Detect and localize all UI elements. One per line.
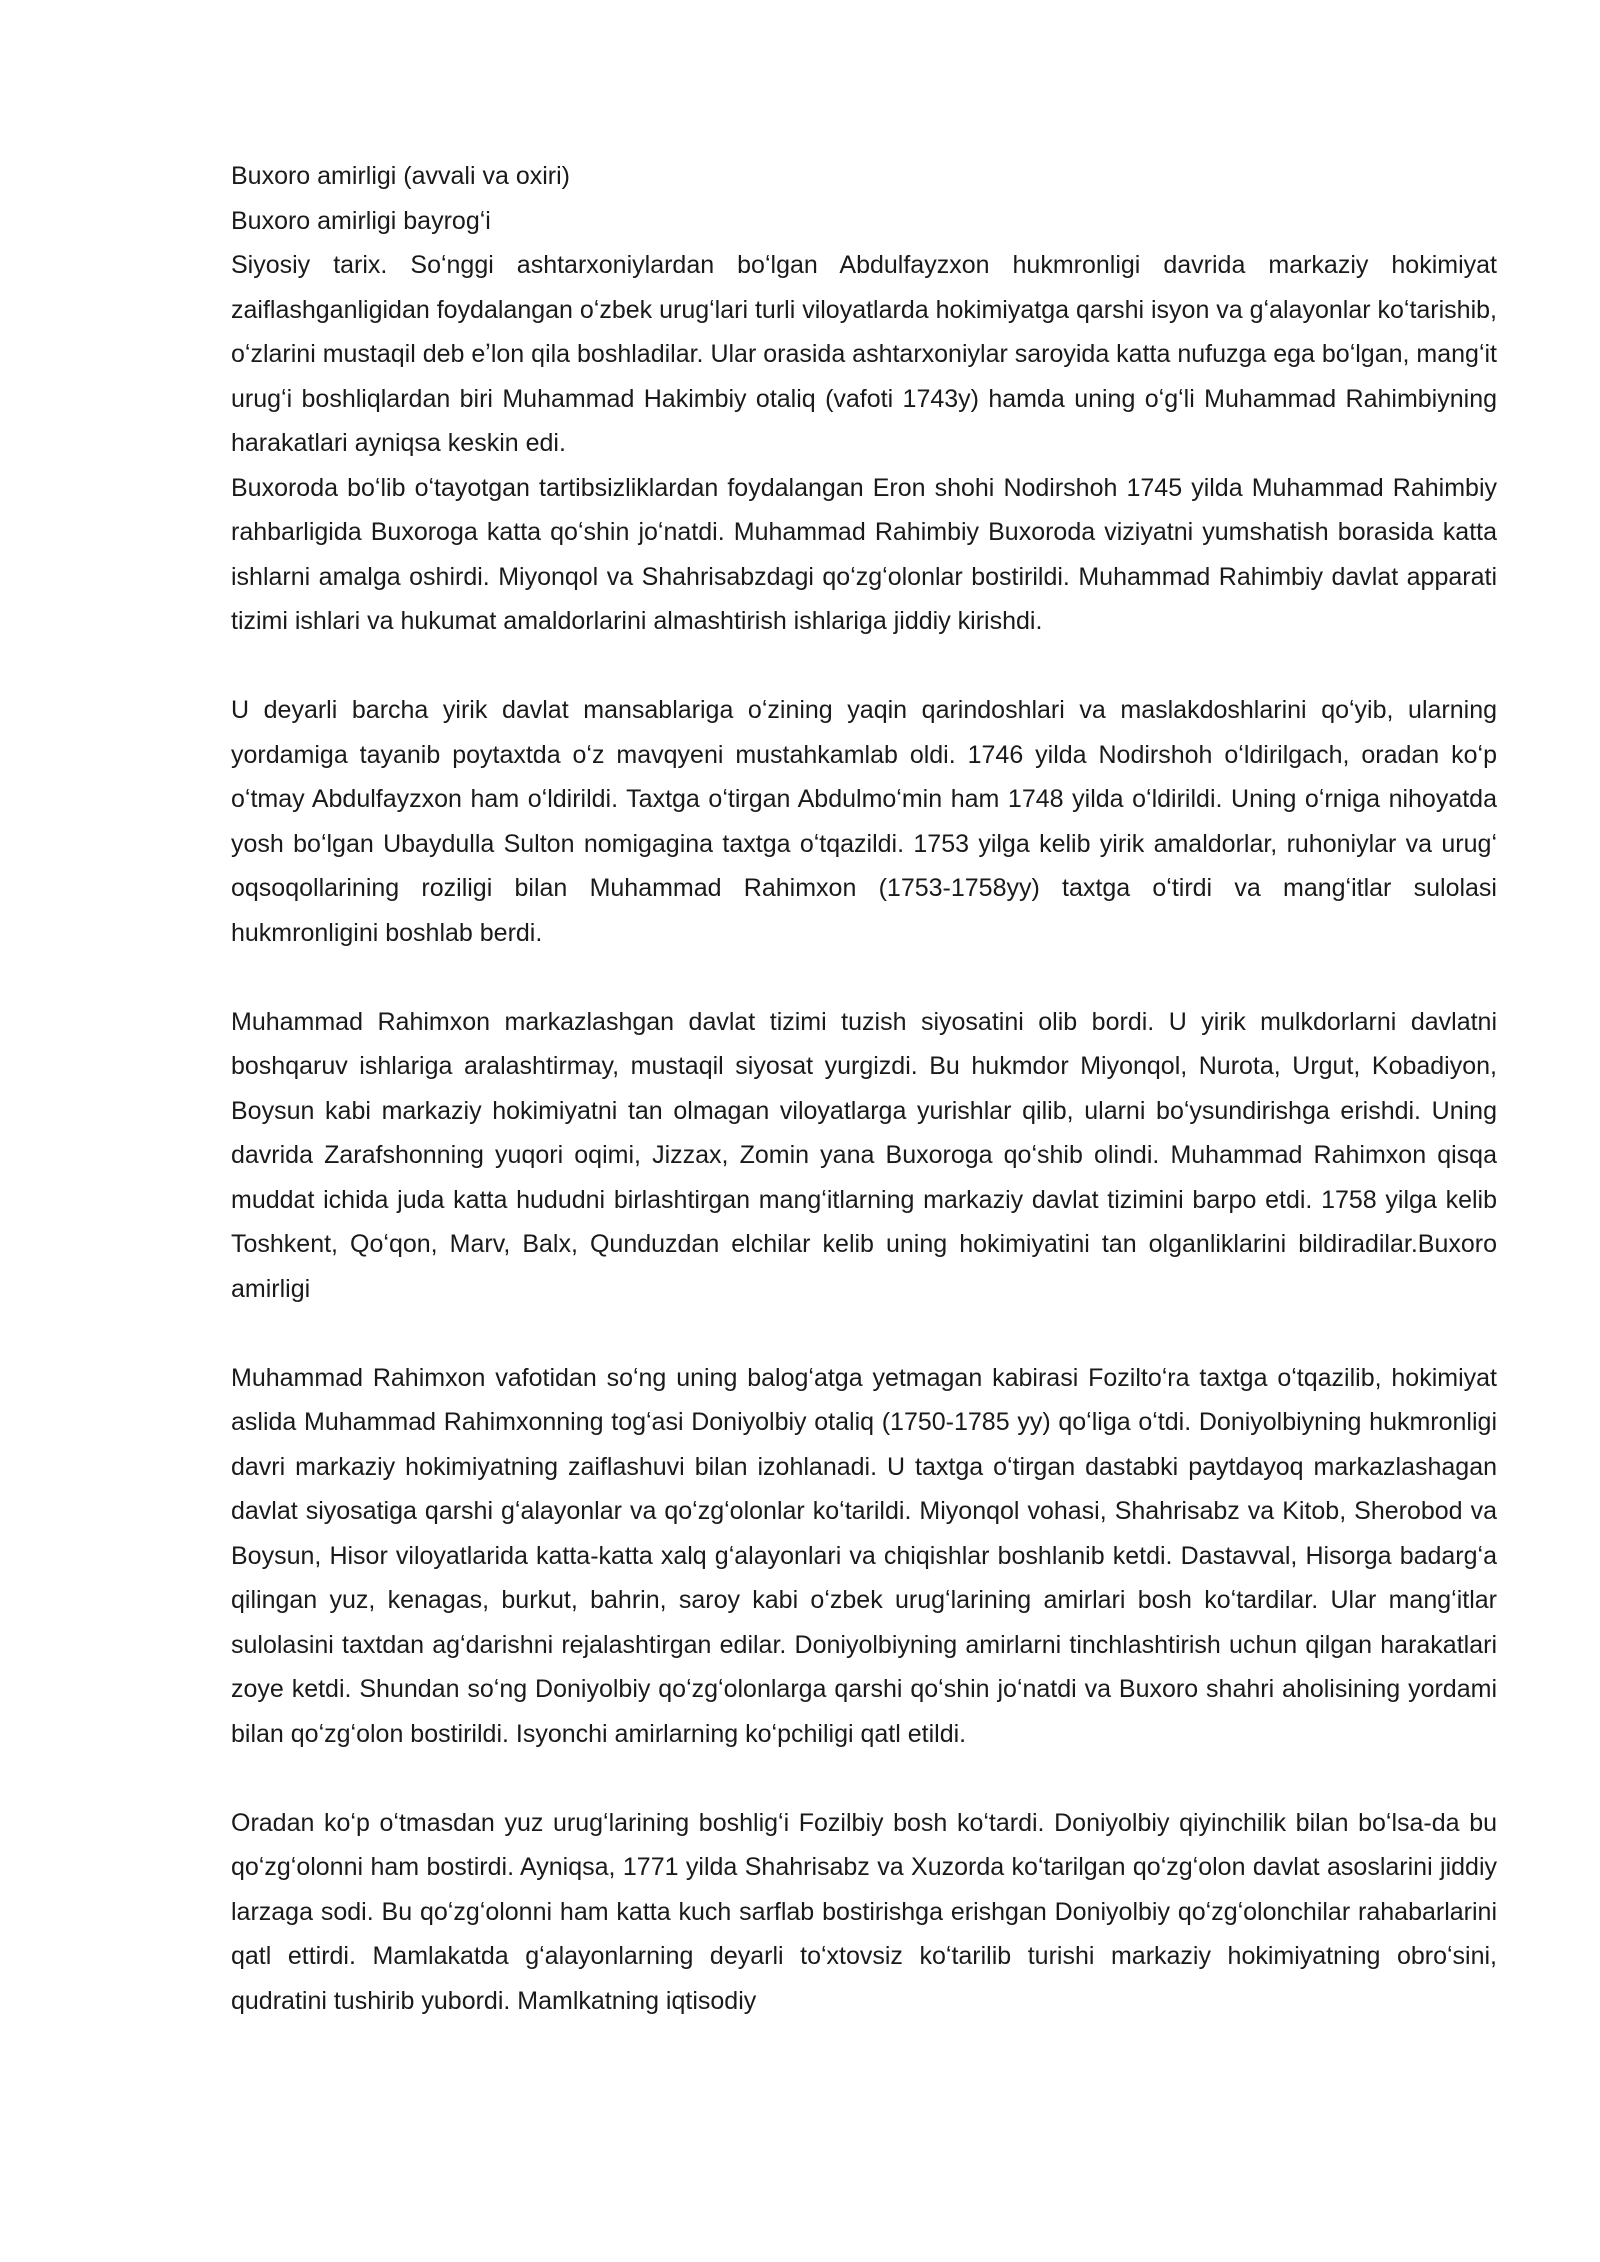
document-subtitle: Buxoro amirligi bayrogʻi: [231, 206, 491, 235]
paragraph-political-history: Siyosiy tarix. Soʻnggi ashtarxoniylardan boʻlgan Abdulfayzxon hukmronligi davrida markaziy hokimiyat zaiflashganligidan foydalangan oʻzbek urugʻlari turli viloyatlarda hokimiyatga qarshi isyon va gʻalayonlar koʻtarishib, oʻzlarini mustaqil deb eʼlon qila boshladilar. Ular orasida ashtarxoniylar saroyida katta nufuzga ega boʻlgan, mangʻit urugʻi boshliqlardan biri Muhammad Hakimbiy otaliq (vafoti 1743y) hamda uning oʻgʻli Muhammad Rahimbiyning harakatlari ayniqsa keskin edi.: [231, 251, 1498, 457]
paragraph-spacer: [231, 955, 1497, 1000]
paragraph-spacer: [231, 644, 1497, 689]
paragraph-rahimxon-rise: U deyarli barcha yirik davlat mansablariga oʻzining yaqin qarindoshlari va maslakdoshlarini qoʻyib, ularning yordamiga tayanib poytaxtda oʻz mavqyeni mustahkamlab oldi. 1746 yilda Nodirshoh oʻldirilgach, oradan koʻp oʻtmay Abdulfayzxon ham oʻldirildi. Taxtga oʻtirgan Abdulmoʻmin ham 1748 yilda oʻldirildi. Uning oʻrniga nihoyatda yosh boʻlgan Ubaydulla Sulton nomigagina taxtga oʻtqazildi. 1753 yilga kelib yirik amaldorlar, ruhoniylar va urugʻ oqsoqollarining roziligi bilan Muhammad Rahimxon (1753-1758yy) taxtga oʻtirdi va mangʻitlar sulolasi hukmronligini boshlab berdi.: [231, 696, 1497, 947]
paragraph-nodirshoh: Buxoroda boʻlib oʻtayotgan tartibsizliklardan foydalangan Eron shohi Nodirshoh 1745 yilda Muhammad Rahimbiy rahbarligida Buxoroga katta qoʻshin joʻnatdi. Muhammad Rahimbiy Buxoroda viziyatni yumshatish borasida katta ishlarni amalga oshirdi. Miyonqol va Shahrisabzdagi qoʻzgʻolonlar bostirildi. Muhammad Rahimbiy davlat apparati tizimi ishlari va hukumat amaldorlarini almashtirish ishlariga jiddiy kirishdi.: [231, 473, 1497, 635]
paragraph-spacer: [231, 1311, 1497, 1356]
paragraph-fozilbiy: Oradan koʻp oʻtmasdan yuz urugʻlarining boshligʻi Fozilbiy bosh koʻtardi. Doniyolbiy qiyinchilik bilan boʻlsa-da bu qoʻzgʻolonni ham bostirdi. Ayniqsa, 1771 yilda Shahrisabz va Xuzorda koʻtarilgan qoʻzgʻolon davlat asoslarini jiddiy larzaga sodi. Bu qoʻzgʻolonni ham katta kuch sarflab bostirishga erishgan Doniyolbiy qoʻzgʻolonchilar rahabarlarini qatl ettirdi. Mamlakatda gʻalayonlarning deyarli toʻxtovsiz koʻtarilib turishi markaziy hokimiyatning obroʻsini, qudratini tushirib yubordi. Mamlkatning iqtisodiy: [231, 1808, 1497, 2015]
paragraph-doniyolbiy: Muhammad Rahimxon vafotidan soʻng uning balogʻatga yetmagan kabirasi Foziltoʻra taxtga oʻtqazilib, hokimiyat aslida Muhammad Rahimxonning togʻasi Doniyolbiy otaliq (1750-1785 yy) qoʻliga oʻtdi. Doniyolbiyning hukmronligi davri markaziy hokimiyatning zaiflashuvi bilan izohlanadi. U taxtga oʻtirgan dastabki paytdayoq markazlashagan davlat siyosatiga qarshi gʻalayonlar va qoʻzgʻolonlar koʻtarildi. Miyonqol vohasi, Shahrisabz va Kitob, Sherobod va Boysun, Hisor viloyatlarida katta-katta xalq gʻalayonlari va chiqishlar boshlanib ketdi. Dastavval, Hisorga badargʻa qilingan yuz, kenagas, burkut, bahrin, saroy kabi oʻzbek urugʻlarining amirlari bosh koʻtardilar. Ular mangʻitlar sulolasini taxtdan agʻdarishni rejalashtirgan edilar. Doniyolbiyning amirlarni tinchlashtirish uchun qilgan harakatlari zoye ketdi. Shundan soʻng Doniyolbiy qoʻzgʻolonlarga qarshi qoʻshin joʻnatdi va Buxoro shahri aholisining yordami bilan qoʻzgʻolon bostirildi. Isyonchi amirlarning koʻpchiligi qatl etildi.: [231, 1363, 1497, 1748]
document-title: Buxoro amirligi (avvali va oxiri): [231, 162, 570, 190]
document-body: [231, 154, 1497, 2023]
paragraph-spacer: [231, 1756, 1497, 1801]
paragraph-centralization: Muhammad Rahimxon markazlashgan davlat tizimi tuzish siyosatini olib bordi. U yirik mulkdorlarni davlatni boshqaruv ishlariga aralashtirmay, mustaqil siyosat yurgizdi. Bu hukmdor Miyonqol, Nurota, Urgut, Kobadiyon, Boysun kabi markaziy hokimiyatni tan olmagan viloyatlarga yurishlar qilib, ularni boʻysundirishga erishdi. Uning davrida Zarafshonning yuqori oqimi, Jizzax, Zomin yana Buxoroga qoʻshib olindi. Muhammad Rahimxon qisqa muddat ichida juda katta hududni birlashtirgan mangʻitlarning markaziy davlat tizimini barpo etdi. 1758 yilga kelib Toshkent, Qoʻqon, Marv, Balx, Qunduzdan elchilar kelib uning hokimiyatini tan olganliklarini bildiradilar.Buxoro amirligi: [231, 1007, 1497, 1303]
